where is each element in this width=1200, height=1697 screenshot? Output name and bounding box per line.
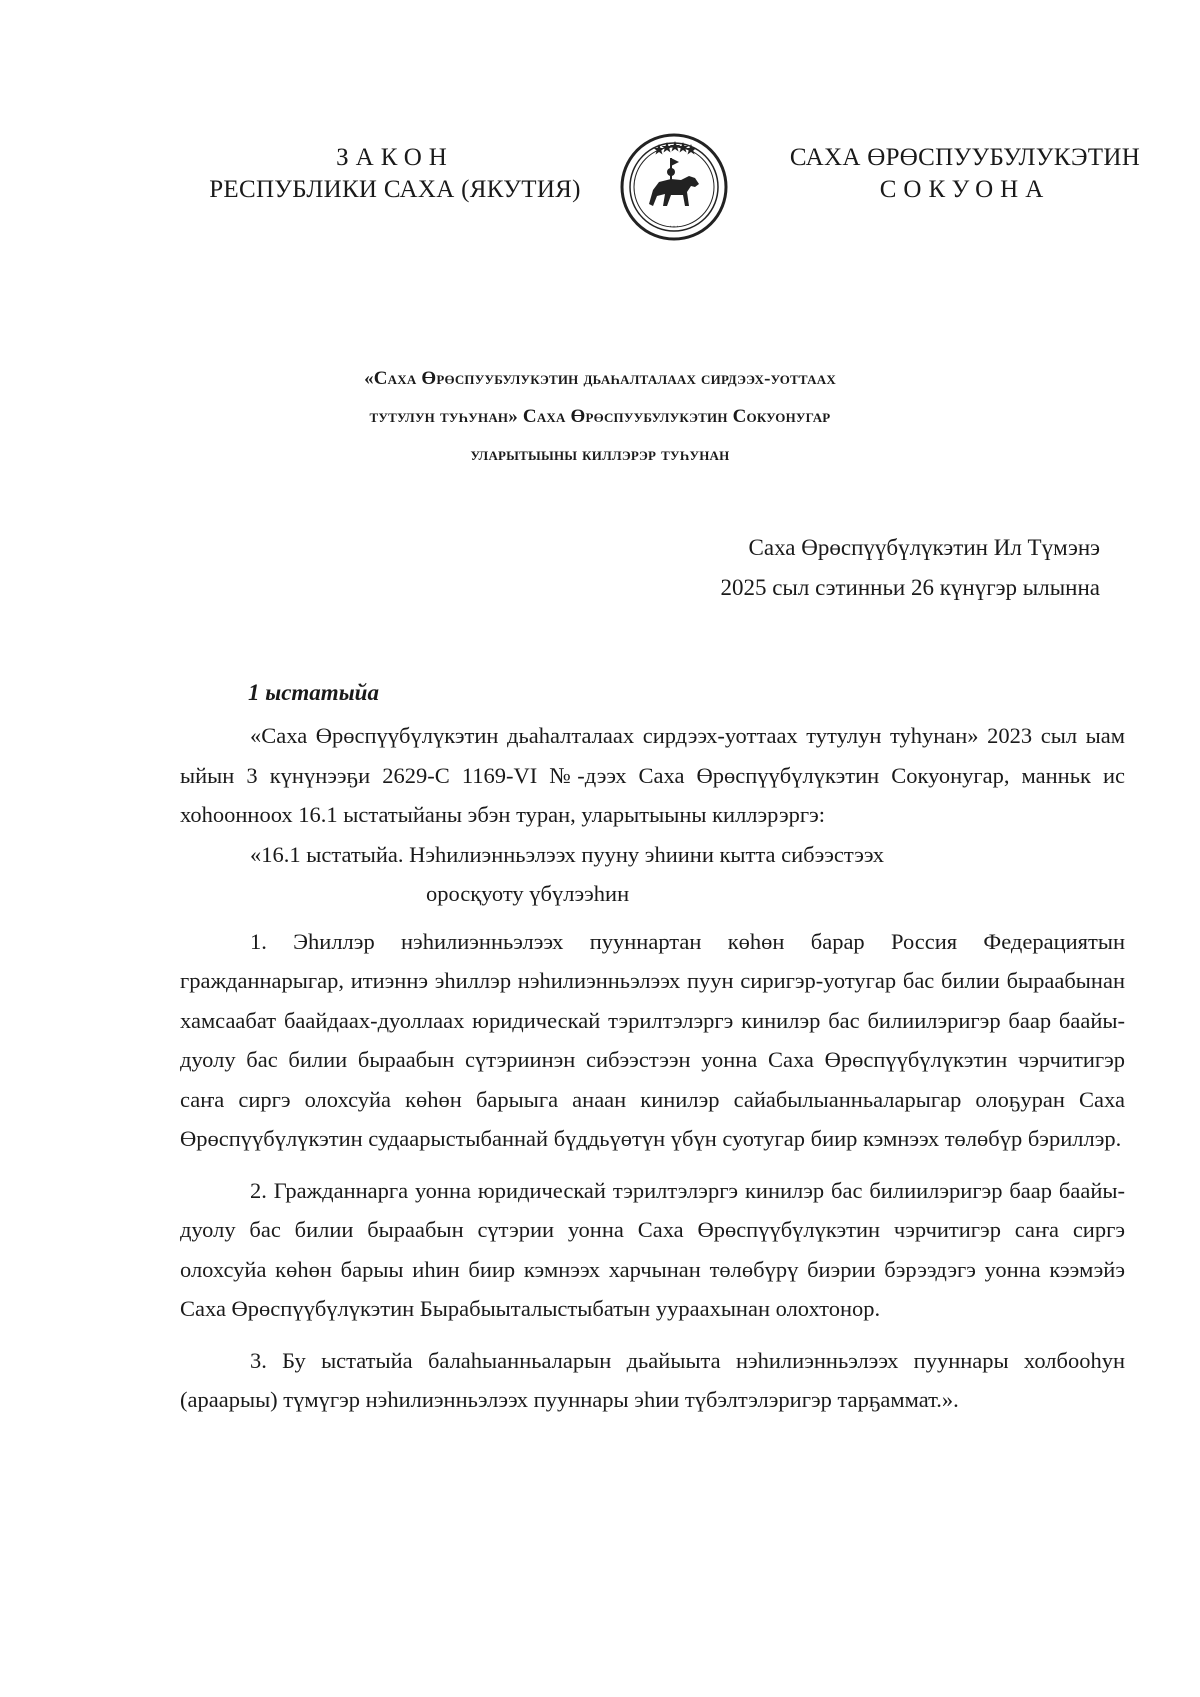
- law-title-line2: тутулун туһунан» Саха Өрөспуубулукэтин Сокуонугар: [369, 406, 831, 427]
- header-left: [200, 142, 590, 206]
- header-right-line1: САХА ӨРӨСПУУБУЛУКЭТИН: [789, 144, 1141, 171]
- article-heading: 1 ыстатыйа: [248, 680, 379, 705]
- header-right: [770, 142, 1160, 206]
- svg-text:· · ·: · · ·: [669, 224, 679, 230]
- header-left-line1: ЗАКОН: [336, 144, 454, 171]
- quoted-article-title-line2: оросқуоту үбүлээһин: [426, 881, 630, 906]
- quoted-article-title-line1: «16.1 ыстатыйа. Нэһилиэнньэлээх пууну эһиини кытта сибээстээх: [250, 841, 884, 867]
- adoption-date: 2025 сыл сэтинньи 26 күнүгэр ылынна: [720, 575, 1100, 600]
- law-title-line1: «Саха Өрөспуубулукэтин дьаһалталаах сирдээх-уоттаах: [364, 368, 836, 389]
- header-left-line2: РЕСПУБЛИКИ САХА (ЯКУТИЯ): [209, 176, 581, 203]
- paragraph-2: 2. Гражданнарга уонна юридическай тэрилтэлэргэ кинилэр бас билиилэригэр баар баайы-дуолу бас билии быраабын сүтэрии уонна Саха Өрөспүүбүлүкэтин чэрчитигэр саҥа сиргэ олохсуйа көһөн барыы иһин биир кэмнээх харчынан төлөбүрү биэрии бэрээдэгэ уонна кээмэйэ Саха Өрөспүүбүлүкэтин Бырабыыталыстыбатын уураахынан олохтонор.: [180, 1177, 1125, 1321]
- adoption-body: Саха Өрөспүүбүлүкэтин Ил Түмэнэ: [748, 535, 1100, 560]
- paragraph-1: 1. Эһиллэр нэһилиэнньэлээх пууннартан көһөн барар Россия Федерациятын гражданнарыгар, итиэннэ эһиллэр нэһилиэнньэлээх пуун сиригэр-уотугар бас билии быраабынан хамсаабат баайдаах-дуоллаах юридическай тэрилтэлэргэ кинилэр бас билиилэригэр баар баайы-дуолу бас билии быраабын сүтэриинэн сибээстээн уонна Саха Өрөспүүбүлүкэтин чэрчитигэр саҥа сиргэ олохсуйа көһөн барыыга анаан кинилэр сайабылыанньаларыгар олоҕуран Саха Өрөспүүбүлүкэтин судаарыстыбаннай бүддьүөтүн үбүн суотугар биир кэмнээх төлөбүр бэриллэр.: [180, 928, 1125, 1151]
- adoption-block: [720, 528, 1100, 608]
- paragraph-3: 3. Бу ыстатыйа балаһыанньаларын дьайыыта нэһилиэнньэлээх пууннары холбооһун (араарыы) түмүгэр нэһилиэнньэлээх пууннары эһии түбэлтэлэригэр тарҕаммат.».: [180, 1347, 1125, 1412]
- law-title: [160, 360, 1040, 474]
- article-body: [180, 716, 1125, 1420]
- law-title-line3: уларытыыны киллэрэр туһунан: [470, 444, 730, 465]
- coat-of-arms-icon: [619, 132, 729, 242]
- header-right-line2: СОКУОНА: [879, 176, 1051, 203]
- article-intro: «Саха Өрөспүүбүлүкэтин дьаһалталаах сирдээх-уоттаах тутулун туһунан» 2023 сыл ыам ыйын 3 күнүнээҕи 2629-С 1169-VI №-дээх Саха Өрөспүүбүлүкэтин Сокуонугар, манньк ис хоһоонноох 16.1 ыстатыйаны эбэн туран, уларытыыны киллэрэргэ:: [180, 723, 1125, 827]
